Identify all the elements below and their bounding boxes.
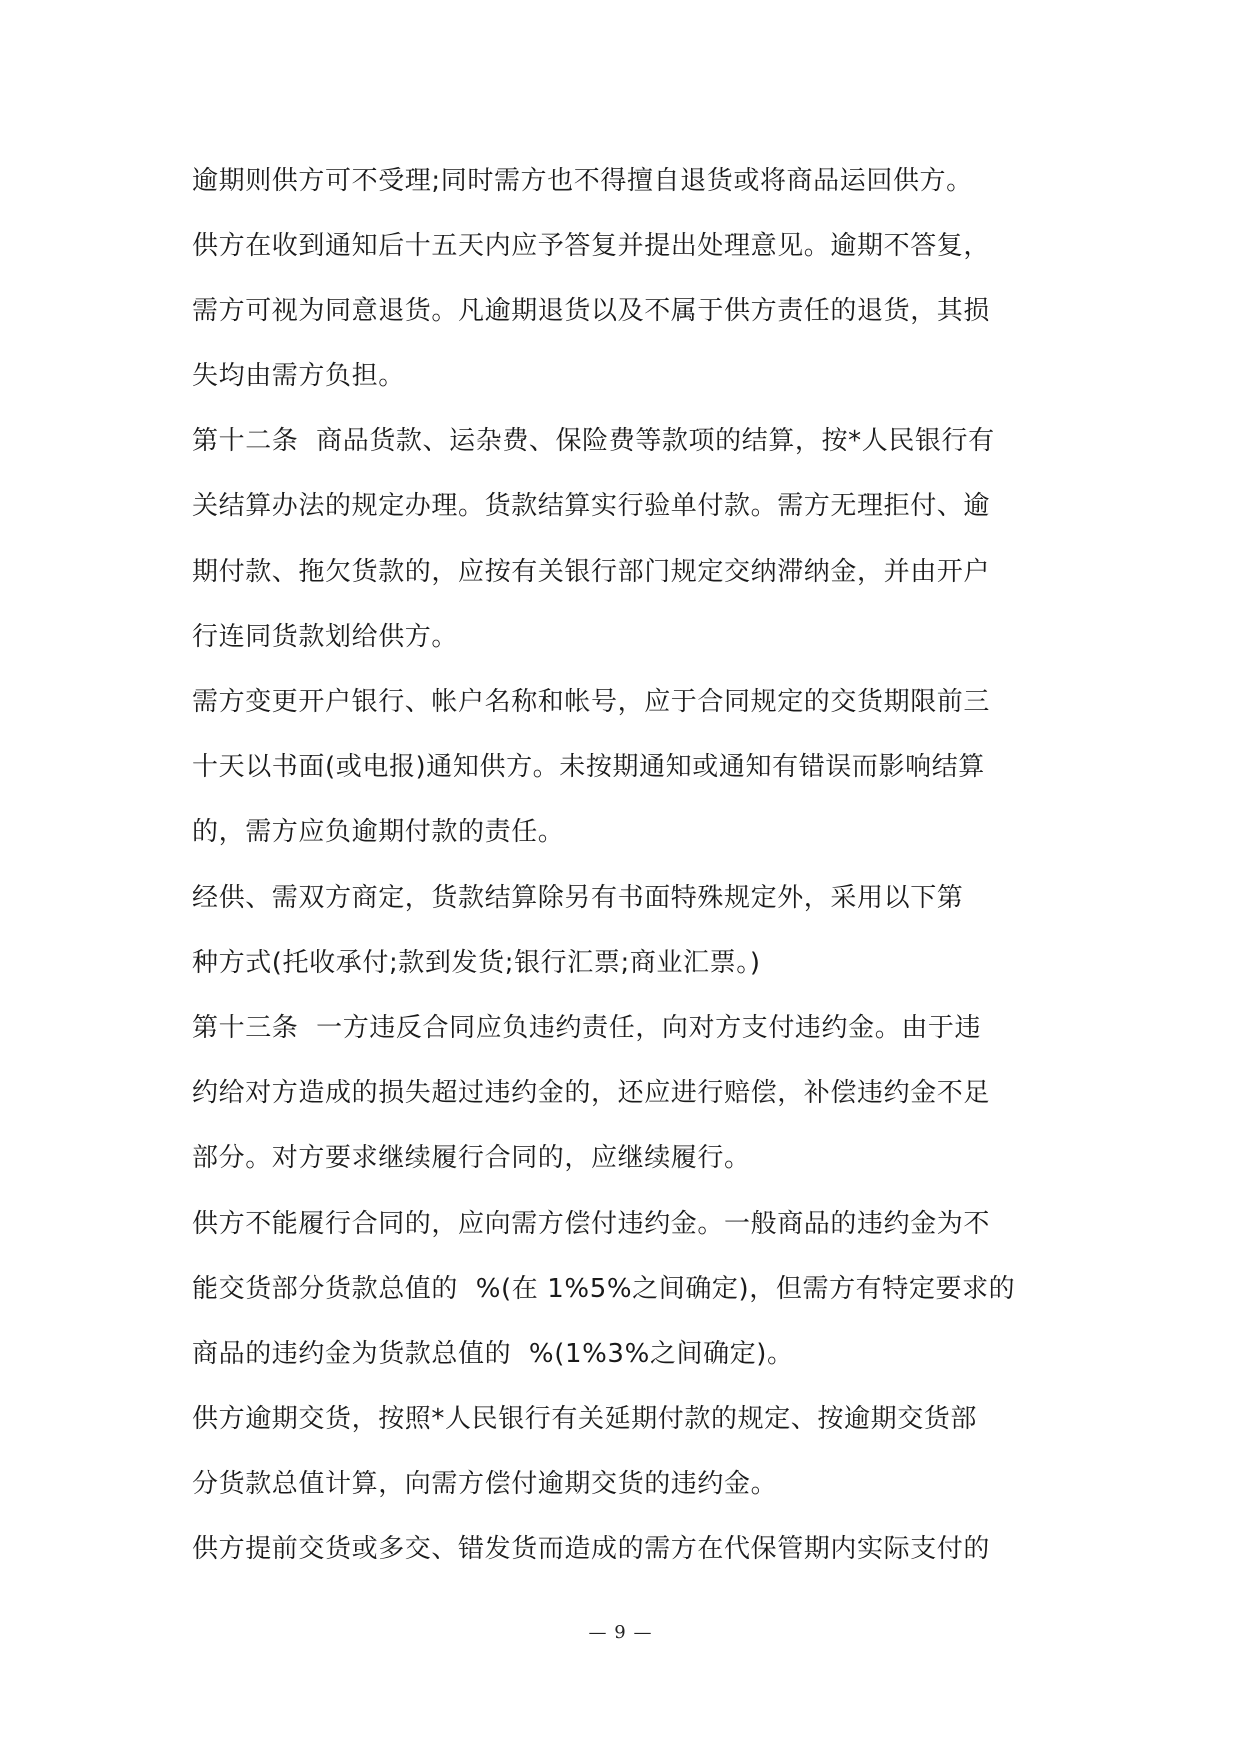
text-line: 供方在收到通知后十五天内应予答复并提出处理意见。逾期不答复， [192,230,991,261]
text-line: 逾期则供方可不受理;同时需方也不得擅自退货或将商品运回供方。 [192,165,973,196]
text-line: 供方逾期交货，按照*人民银行有关延期付款的规定、按逾期交货部 [192,1404,978,1435]
page-number: — 9 — [588,1622,653,1643]
text-line: 部分。对方要求继续履行合同的，应继续履行。 [192,1143,751,1174]
text-line: 行连同货款划给供方。 [192,621,459,652]
text-line: 第十二条 商品货款、运杂费、保险费等款项的结算，按*人民银行有 [192,426,995,457]
text-line: 供方提前交货或多交、错发货而造成的需方在代保管期内实际支付的 [192,1534,991,1565]
text-line: 需方变更开户银行、帐户名称和帐号，应于合同规定的交货期限前三 [192,687,991,717]
text-line: 失均由需方负担。 [192,361,405,392]
text-line: 能交货部分货款总值的 %(在 1%5%之间确定)，但需方有特定要求的 [192,1273,1016,1304]
text-line: 第十三条 一方违反合同应负违约责任，向对方支付违约金。由于违 [192,1012,982,1043]
body-text [192,149,1068,1583]
text-line: 分货款总值计算，向需方偿付逾期交货的违约金。 [192,1469,778,1500]
text-line: 种方式(托收承付;款到发货;银行汇票;商业汇票。) [192,947,761,978]
text-line: 需方可视为同意退货。凡逾期退货以及不属于供方责任的退货，其损 [192,295,991,326]
text-line: 期付款、拖欠货款的，应按有关银行部门规定交纳滞纳金，并由开户 [192,556,991,587]
text-line: 的，需方应负逾期付款的责任。 [192,817,565,848]
text-line: 关结算办法的规定办理。货款结算实行验单付款。需方无理拒付、逾 [192,491,991,522]
text-line: 商品的违约金为货款总值的 %(1%3%之间确定)。 [192,1338,794,1369]
text-line: 约给对方造成的损失超过违约金的，还应进行赔偿，补偿违约金不足 [192,1078,991,1109]
text-line: 十天以书面(或电报)通知供方。未按期通知或通知有错误而影响结算 [192,752,985,783]
text-line: 经供、需双方商定，货款结算除另有书面特殊规定外，采用以下第 [192,882,964,913]
text-line: 供方不能履行合同的，应向需方偿付违约金。一般商品的违约金为不 [192,1208,991,1239]
